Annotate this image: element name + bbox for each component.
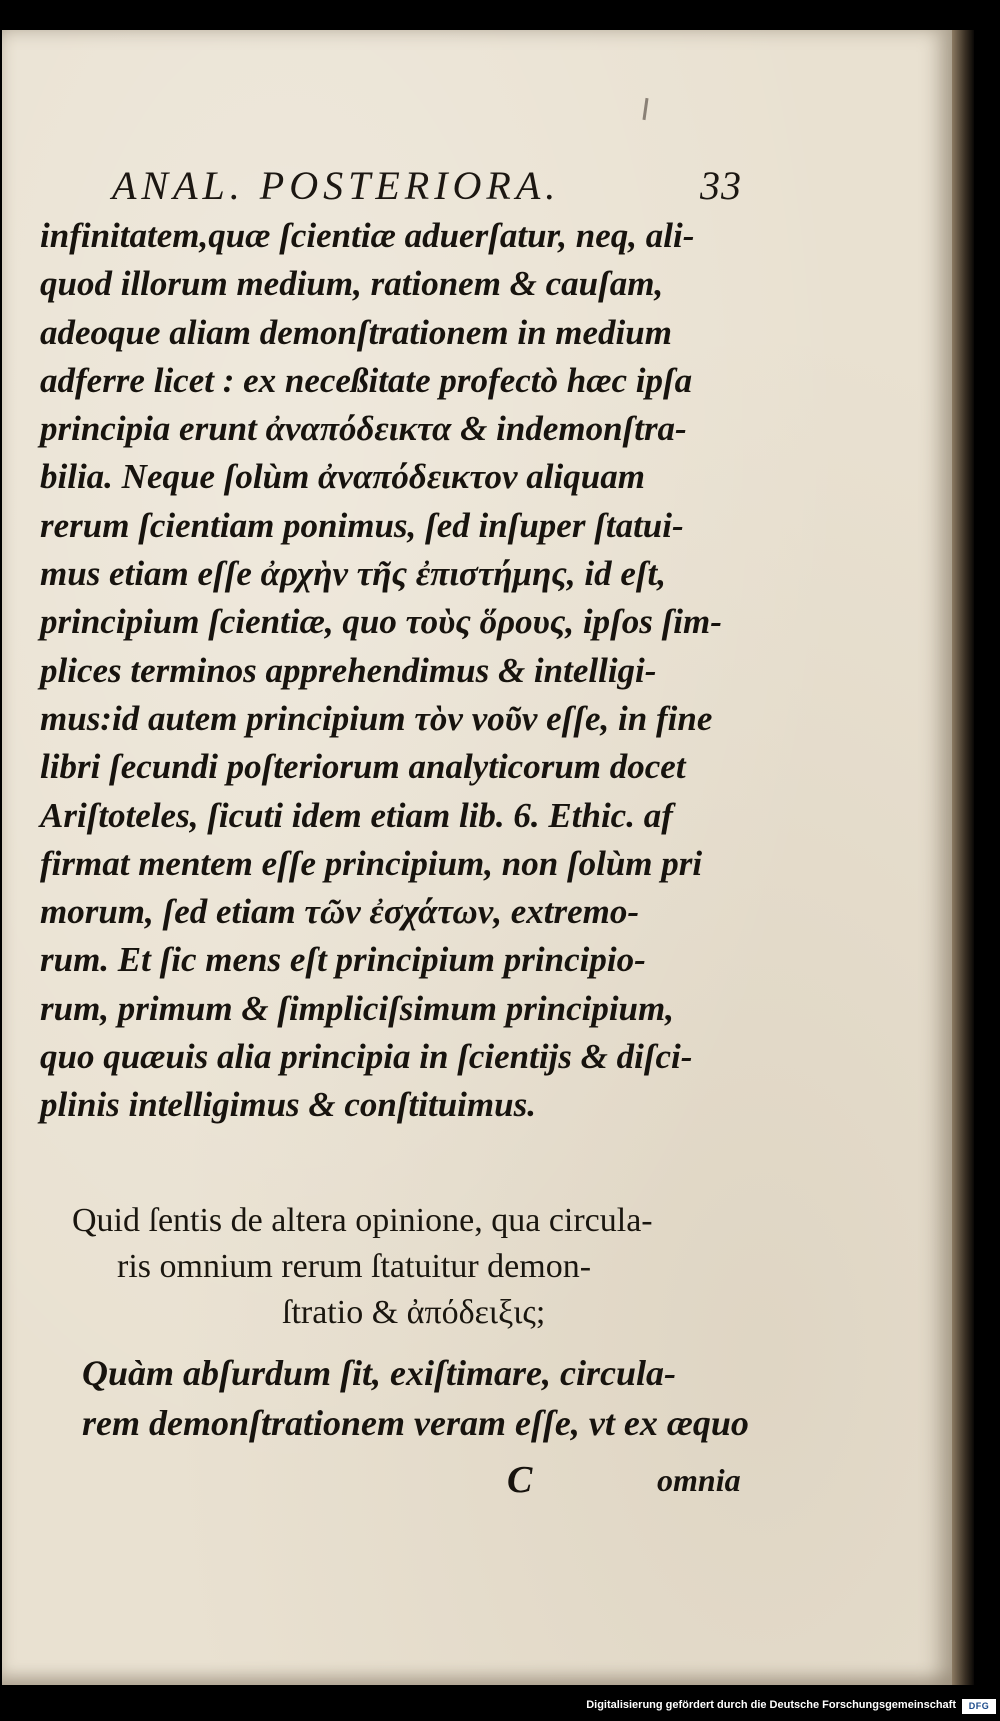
text-line: adeoque aliam demonſtrationem in medium xyxy=(40,312,672,352)
page-number: 33 xyxy=(700,163,742,208)
text-line: principia erunt ἀναπόδεικτα & indemonſtra- xyxy=(40,409,687,449)
question-heading xyxy=(72,1198,752,1336)
question-line: ris omnium rerum ſtatuitur demon- xyxy=(117,1248,592,1285)
answer-line: rem demonſtrationem veram eſſe, vt ex æquo xyxy=(82,1403,749,1443)
book-page xyxy=(2,30,952,1685)
dfg-logo: DFG xyxy=(962,1699,996,1714)
text-line: bilia. Neque ſolùm ἀναπόδεικτον aliquam xyxy=(40,457,645,497)
text-line: morum, ſed etiam τῶν ἐσχάτων, extremo- xyxy=(40,892,640,932)
funding-credit: Digitalisierung gefördert durch die Deutsche Forschungsgemeinschaft xyxy=(586,1699,956,1711)
body-text xyxy=(40,212,760,1130)
text-line: mus:id autem principium τὸν νοῦν eſſe, in fine xyxy=(40,698,713,738)
signature-mark: C xyxy=(507,1459,533,1501)
question-line: ſtratio & ἀπόδειξις; xyxy=(282,1294,546,1331)
text-line: quo quæuis alia principia in ſcientijs & diſci- xyxy=(40,1037,693,1077)
catchword: omnia xyxy=(657,1462,741,1498)
text-line: principium ſcientiæ, quo τοὺς ὅρους, ipſos ſim- xyxy=(40,602,722,642)
text-line: rum, primum & ſimpliciſsimum principium, xyxy=(40,988,674,1028)
answer-line: Quàm abſurdum ſit, exiſtimare, circula- xyxy=(82,1353,676,1393)
running-title: ANAL. POSTERIORA. xyxy=(112,163,561,208)
text-line: rum. Et ſic mens eſt principium principio- xyxy=(40,940,646,980)
text-line: adferre licet : ex neceßitate profectò hæc ipſa xyxy=(40,360,693,400)
text-line: plinis intelligimus & conſtituimus. xyxy=(40,1085,536,1125)
text-line: firmat mentem eſſe principium, non ſolùm pri xyxy=(40,843,703,883)
ink-mark xyxy=(642,98,648,120)
text-line: mus etiam eſſe ἀρχὴν τῆς ἐπιστήμης, id eſt, xyxy=(40,554,667,594)
page-edge xyxy=(952,30,974,1685)
text-line: quod illorum medium, rationem & cauſam, xyxy=(40,264,664,304)
text-line: Ariſtoteles, ſicuti idem etiam lib. 6. Ethic. af xyxy=(40,795,673,835)
answer-text xyxy=(82,1348,772,1448)
footer-bar xyxy=(0,1695,1000,1721)
question-line: Quid ſentis de altera opinione, qua circula- xyxy=(72,1202,653,1239)
text-line: plices terminos apprehendimus & intelligi- xyxy=(40,650,657,690)
text-line: rerum ſcientiam ponimus, ſed inſuper ſtatui- xyxy=(40,505,684,545)
text-line: libri ſecundi poſteriorum analyticorum docet xyxy=(40,747,686,787)
text-line: infinitatem,quæ ſcientiæ aduerſatur, neq, ali- xyxy=(40,216,695,255)
running-head xyxy=(112,162,742,212)
